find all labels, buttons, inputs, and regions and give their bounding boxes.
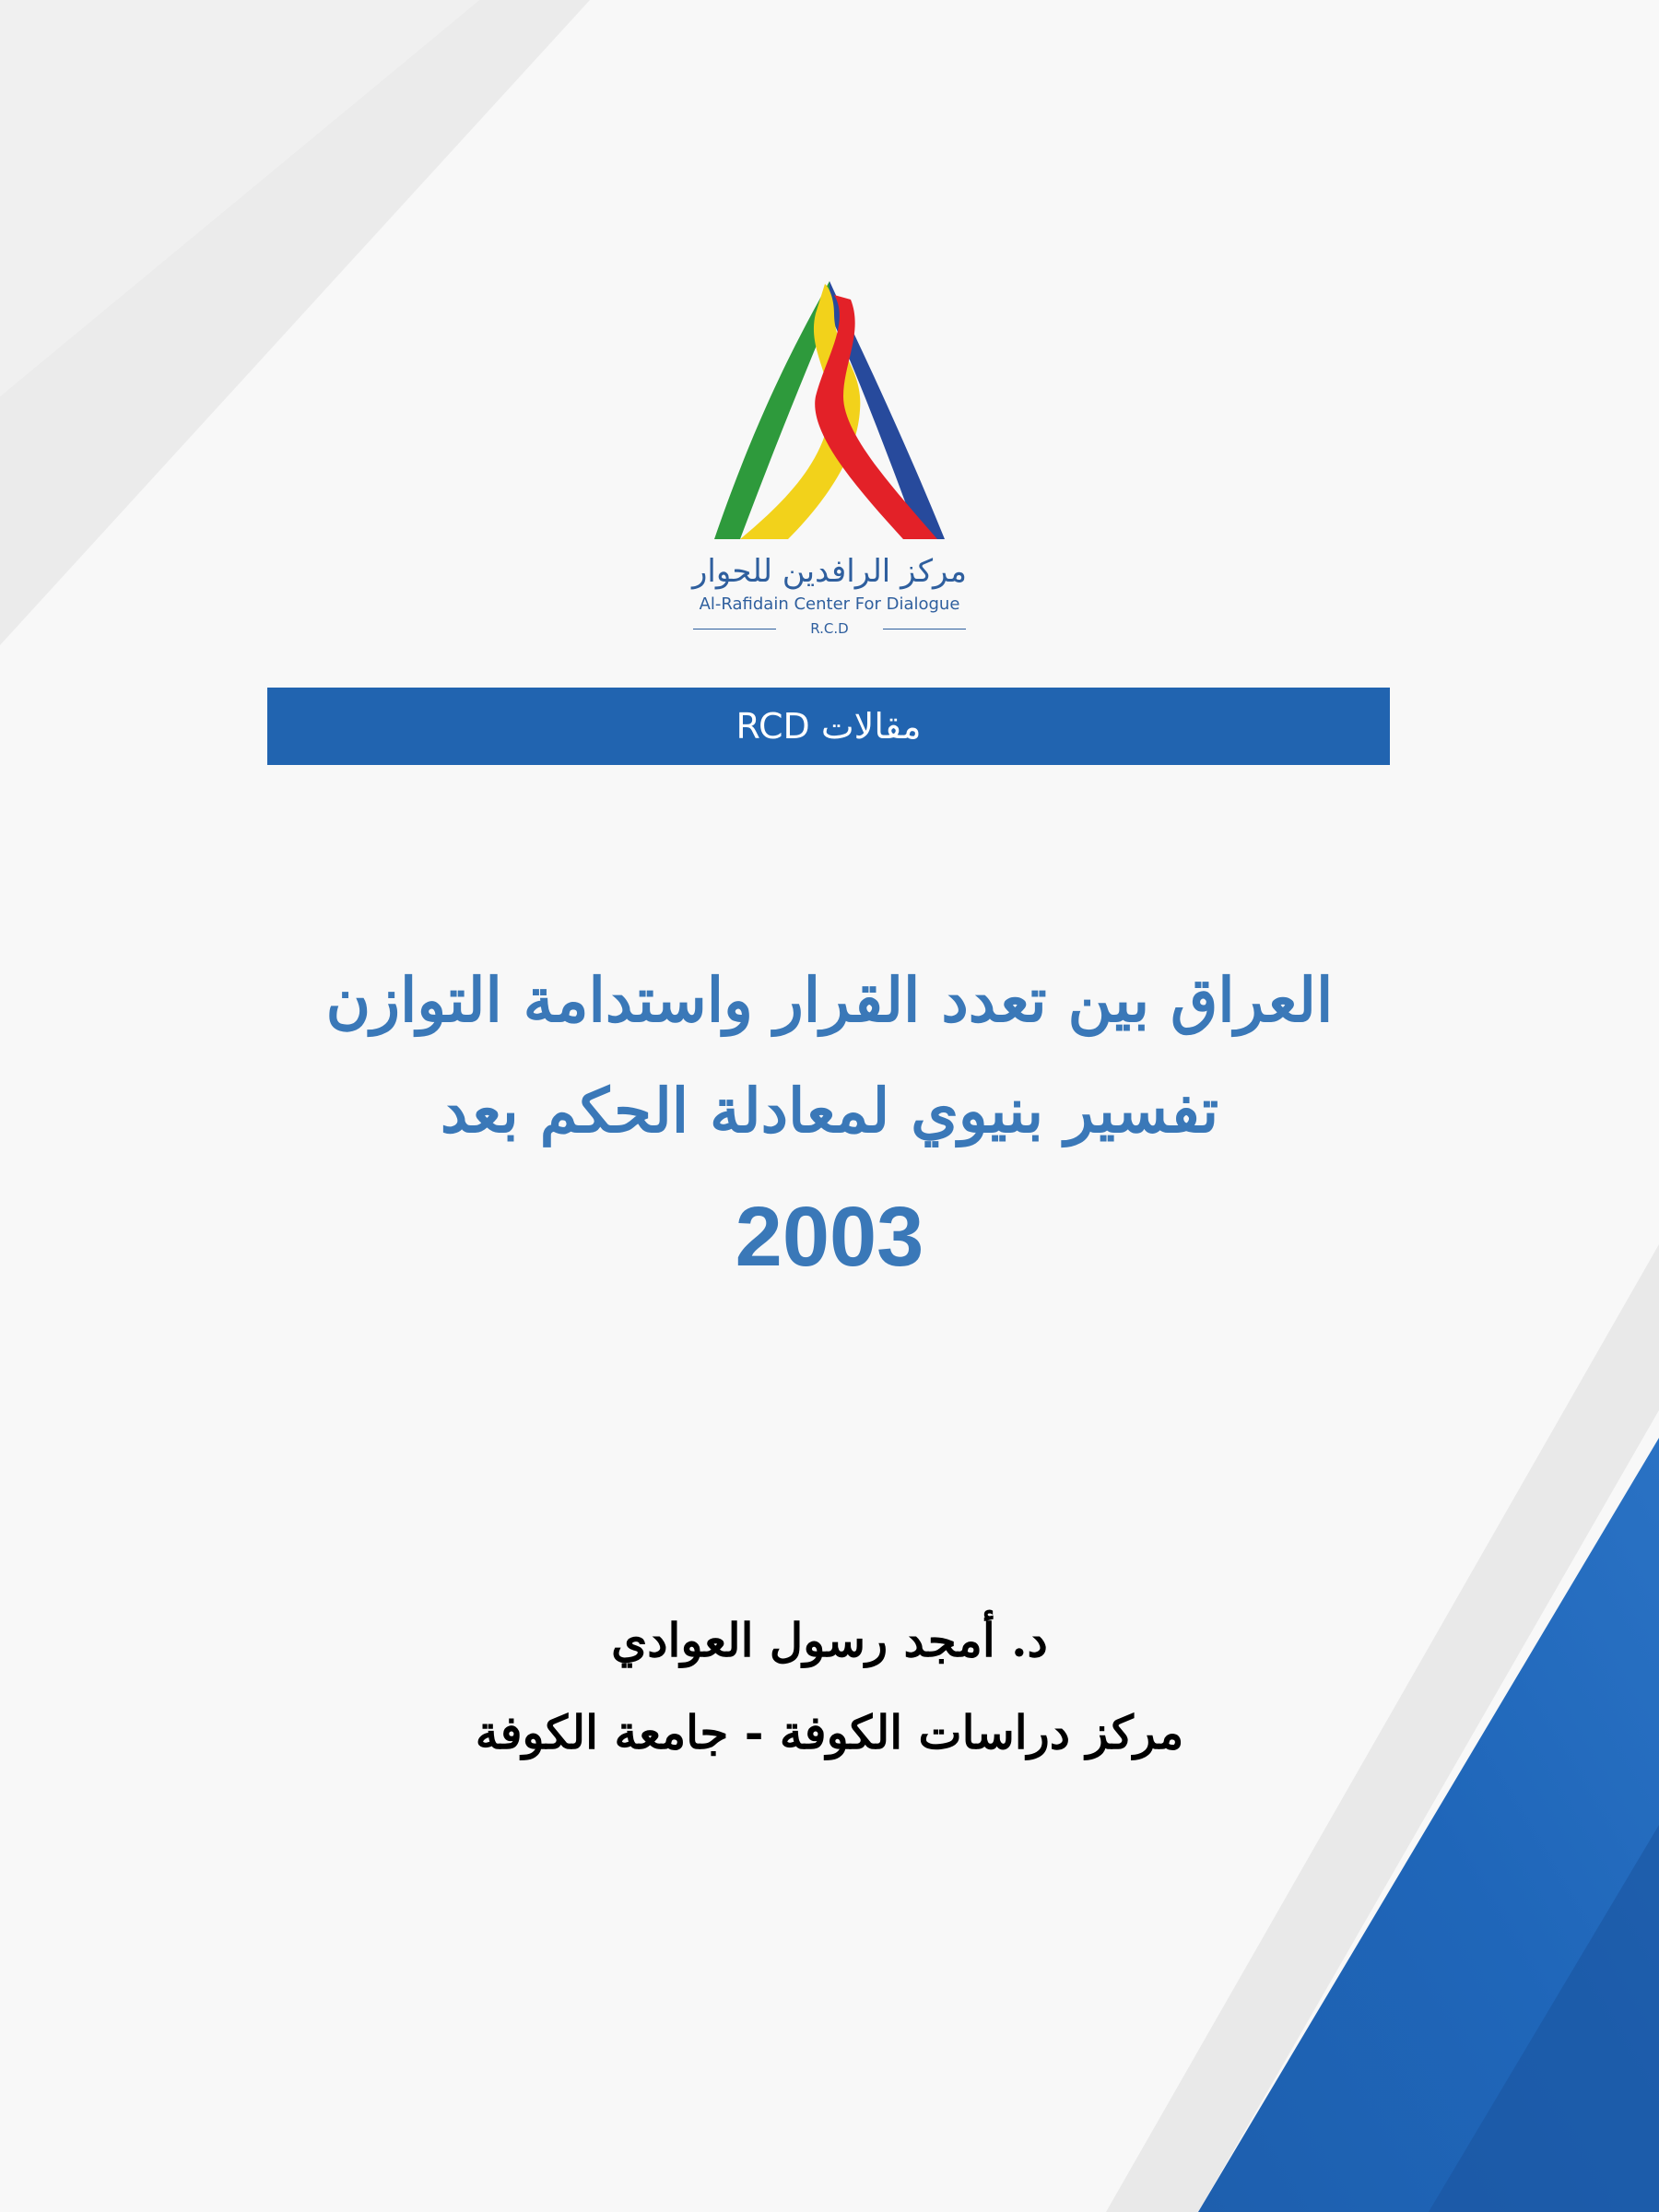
logo-arabic-name: مركز الرافدين للحوار: [692, 553, 967, 590]
logo-triangle-icon: [696, 276, 963, 553]
title-line-1: العراق بين تعدد القرار واستدامة التوازن: [325, 964, 1334, 1036]
series-banner: مقالات RCD: [267, 688, 1390, 765]
logo-english-name: Al-Rafidain Center For Dialogue: [699, 594, 960, 614]
logo-abbreviation: R.C.D: [810, 620, 849, 637]
logo-abbreviation-row: [682, 618, 977, 640]
author-affiliation: مركز دراسات الكوفة - جامعة الكوفة: [475, 1705, 1184, 1759]
title-year: 2003: [735, 1190, 924, 1284]
title-line-2: تفسير بنيوي لمعادلة الحكم بعد: [440, 1075, 1219, 1147]
rcd-logo: [682, 276, 977, 664]
author-name: د. أمجد رسول العوادي: [611, 1613, 1048, 1667]
